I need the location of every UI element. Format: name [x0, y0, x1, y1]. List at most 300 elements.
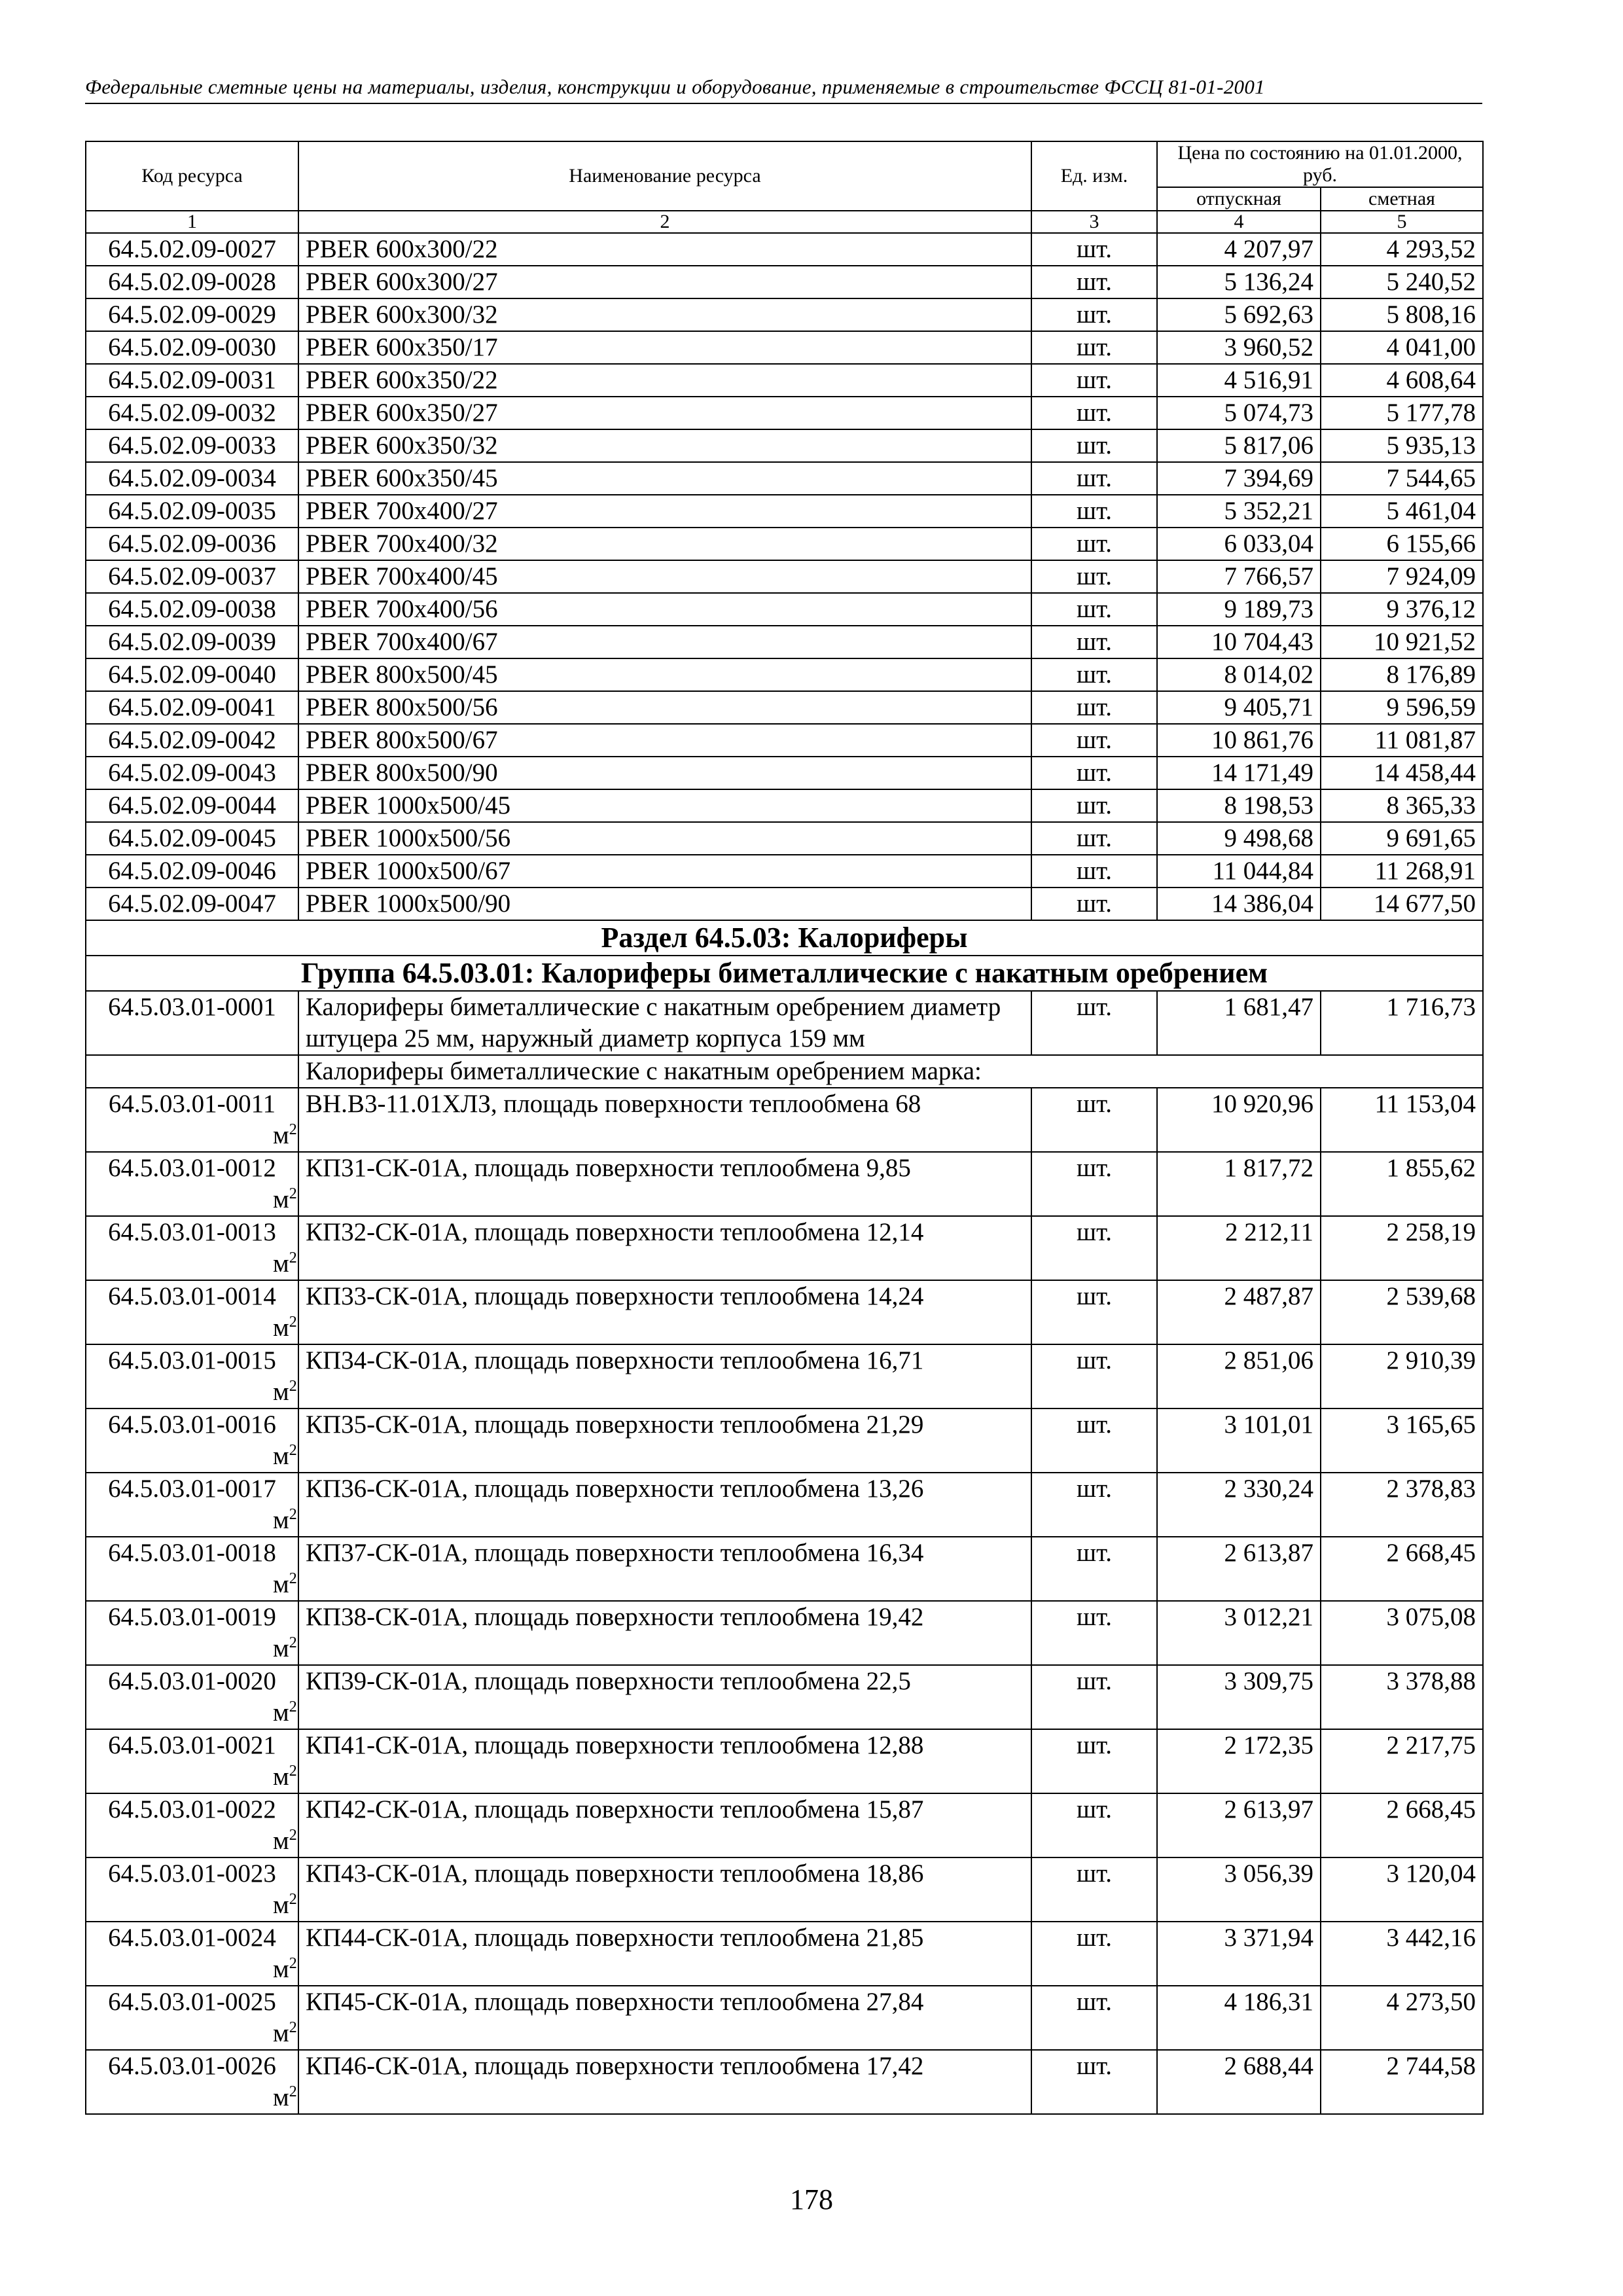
resource-name-text: ВН.В3-11.01ХЛЗ, площадь поверхности теплообмена 68: [306, 1090, 921, 1118]
resource-unit: шт.: [1031, 822, 1157, 855]
resource-unit: шт.: [1031, 855, 1157, 888]
resource-name: PBER 1000x500/67: [298, 855, 1031, 888]
resource-name: PBER 1000x500/45: [298, 789, 1031, 822]
area-unit-exponent: 2: [289, 1827, 297, 1844]
resource-unit: шт.: [1031, 560, 1157, 593]
resource-unit: шт.: [1031, 495, 1157, 528]
page-number: 178: [790, 2183, 833, 2215]
resource-unit: шт.: [1031, 1088, 1157, 1152]
resource-code: 64.5.02.09-0039: [86, 626, 298, 658]
resource-code: 64.5.02.09-0036: [86, 528, 298, 560]
resource-name: PBER 600x350/45: [298, 462, 1031, 495]
release-price: 2 688,44: [1157, 2050, 1321, 2114]
resource-unit: шт.: [1031, 593, 1157, 626]
section-title-row: [86, 920, 1483, 956]
resource-name: PBER 800x500/67: [298, 724, 1031, 757]
estimate-price: 10 921,52: [1321, 626, 1483, 658]
column-header-release-price: отпускная: [1157, 187, 1321, 211]
estimate-price: 5 177,78: [1321, 397, 1483, 429]
area-unit-exponent: 2: [289, 2083, 297, 2100]
resource-name: [273, 1857, 1031, 1922]
estimate-price: 7 544,65: [1321, 462, 1483, 495]
resource-code: 64.5.02.09-0030: [86, 331, 298, 364]
estimate-price: 2 217,75: [1321, 1729, 1483, 1793]
resource-name: PBER 600x350/17: [298, 331, 1031, 364]
resource-name: [273, 2050, 1031, 2114]
table-row: [86, 233, 1483, 266]
resource-name-text: КП38-СК-01А, площадь поверхности теплообмена 19,42: [306, 1603, 924, 1631]
table-row: [86, 1408, 1483, 1473]
release-price: 5 352,21: [1157, 495, 1321, 528]
estimate-price: 11 081,87: [1321, 724, 1483, 757]
resource-name-text: КП34-СК-01А, площадь поверхности теплообмена 16,71: [306, 1346, 924, 1374]
column-header-name: Наименование ресурса: [298, 141, 1031, 211]
area-unit-exponent: 2: [289, 1634, 297, 1651]
resource-unit: шт.: [1031, 298, 1157, 331]
table-row: [86, 1793, 1483, 1857]
table-row: [86, 593, 1483, 626]
estimate-price: 5 461,04: [1321, 495, 1483, 528]
resource-name: PBER 800x500/56: [298, 691, 1031, 724]
resource-code: 64.5.03.01-0018: [86, 1537, 298, 1601]
resource-name: [273, 1665, 1031, 1729]
resource-code: 64.5.02.09-0032: [86, 397, 298, 429]
area-unit-exponent: 2: [289, 1570, 297, 1587]
resource-name: PBER 1000x500/90: [298, 888, 1031, 920]
release-price: 9 498,68: [1157, 822, 1321, 855]
area-unit: м: [273, 1121, 289, 1149]
table-row: [86, 1280, 1483, 1344]
resource-name: [273, 1408, 1031, 1473]
resource-name-text: КП41-СК-01А, площадь поверхности теплообмена 12,88: [306, 1731, 924, 1759]
resource-code: 64.5.02.09-0038: [86, 593, 298, 626]
release-price: 10 704,43: [1157, 626, 1321, 658]
resource-name-text: КП39-СК-01А, площадь поверхности теплообмена 22,5: [306, 1667, 911, 1695]
release-price: 4 516,91: [1157, 364, 1321, 397]
release-price: 2 613,87: [1157, 1537, 1321, 1601]
column-number: 1: [86, 211, 298, 233]
table-row: [86, 658, 1483, 691]
resource-unit: шт.: [1031, 233, 1157, 266]
estimate-price: 3 120,04: [1321, 1857, 1483, 1922]
resource-name-text: КП33-СК-01А, площадь поверхности теплообмена 14,24: [306, 1282, 924, 1310]
estimate-price: 1 716,73: [1321, 991, 1483, 1055]
estimate-price: 7 924,09: [1321, 560, 1483, 593]
column-number: 2: [298, 211, 1031, 233]
area-unit: м: [273, 1634, 289, 1662]
resource-name: PBER 600x300/22: [298, 233, 1031, 266]
resource-name-text: КП43-СК-01А, площадь поверхности теплообмена 18,86: [306, 1859, 924, 1888]
release-price: 10 861,76: [1157, 724, 1321, 757]
resource-unit: шт.: [1031, 1280, 1157, 1344]
resource-unit: шт.: [1031, 1601, 1157, 1665]
resource-code: 64.5.03.01-0026: [86, 2050, 298, 2114]
release-price: 3 101,01: [1157, 1408, 1321, 1473]
area-unit: м: [273, 1827, 289, 1855]
resource-name-text: КП42-СК-01А, площадь поверхности теплообмена 15,87: [306, 1795, 924, 1823]
area-unit: м: [273, 1249, 289, 1278]
resource-code: 64.5.03.01-0017: [86, 1473, 298, 1537]
table-row: [86, 991, 1483, 1055]
area-unit-exponent: 2: [289, 2019, 297, 2036]
resource-unit: шт.: [1031, 1793, 1157, 1857]
resource-code: 64.5.02.09-0046: [86, 855, 298, 888]
resource-code: 64.5.02.09-0045: [86, 822, 298, 855]
area-unit: м: [273, 1506, 289, 1534]
resource-name-text: КП32-СК-01А, площадь поверхности теплообмена 12,14: [306, 1218, 924, 1246]
resource-unit: шт.: [1031, 1473, 1157, 1537]
estimate-price: 4 273,50: [1321, 1986, 1483, 2050]
area-unit: м: [273, 1763, 289, 1791]
release-price: 1 681,47: [1157, 991, 1321, 1055]
release-price: 7 766,57: [1157, 560, 1321, 593]
release-price: 9 405,71: [1157, 691, 1321, 724]
resource-name: PBER 600x300/32: [298, 298, 1031, 331]
resource-unit: шт.: [1031, 1665, 1157, 1729]
resource-code: 64.5.02.09-0029: [86, 298, 298, 331]
resource-name: [273, 1216, 1031, 1280]
resource-code: 64.5.03.01-0021: [86, 1729, 298, 1793]
estimate-price: 6 155,66: [1321, 528, 1483, 560]
table-row: [86, 331, 1483, 364]
area-unit-exponent: 2: [289, 1698, 297, 1715]
resource-code: 64.5.03.01-0012: [86, 1152, 298, 1216]
release-price: 5 817,06: [1157, 429, 1321, 462]
estimate-price: 4 608,64: [1321, 364, 1483, 397]
release-price: 8 198,53: [1157, 789, 1321, 822]
table-row: [86, 2050, 1483, 2114]
table-row: [86, 560, 1483, 593]
table-row: [86, 429, 1483, 462]
resource-name: PBER 600x350/22: [298, 364, 1031, 397]
estimate-price: 14 458,44: [1321, 757, 1483, 789]
resource-code: 64.5.03.01-0025: [86, 1986, 298, 2050]
table-row: [86, 1857, 1483, 1922]
table-row: [86, 462, 1483, 495]
subgroup-note: Калориферы биметаллические с накатным оребрением марка:: [298, 1055, 1483, 1088]
resource-code: 64.5.02.09-0034: [86, 462, 298, 495]
release-price: 14 171,49: [1157, 757, 1321, 789]
table-row: [86, 397, 1483, 429]
resource-code: 64.5.03.01-0020: [86, 1665, 298, 1729]
estimate-price: 2 258,19: [1321, 1216, 1483, 1280]
resource-name: PBER 600x300/27: [298, 266, 1031, 298]
resource-name: PBER 700x400/32: [298, 528, 1031, 560]
resource-name-text: КП31-СК-01А, площадь поверхности теплообмена 9,85: [306, 1154, 911, 1182]
resource-code: 64.5.02.09-0042: [86, 724, 298, 757]
release-price: 9 189,73: [1157, 593, 1321, 626]
resource-name: [273, 1152, 1031, 1216]
table-row: [86, 528, 1483, 560]
resource-unit: шт.: [1031, 397, 1157, 429]
resource-unit: шт.: [1031, 1986, 1157, 2050]
estimate-price: 9 596,59: [1321, 691, 1483, 724]
resource-code: 64.5.03.01-0023: [86, 1857, 298, 1922]
area-unit: м: [273, 1955, 289, 1983]
resource-name: PBER 800x500/90: [298, 757, 1031, 789]
estimate-price: 2 539,68: [1321, 1280, 1483, 1344]
estimate-price: 2 910,39: [1321, 1344, 1483, 1408]
resource-unit: шт.: [1031, 1152, 1157, 1216]
area-unit-exponent: 2: [289, 1378, 297, 1395]
resource-name: PBER 700x400/56: [298, 593, 1031, 626]
resource-name-text: КП45-СК-01А, площадь поверхности теплообмена 27,84: [306, 1988, 924, 2016]
resource-unit: шт.: [1031, 757, 1157, 789]
release-price: 2 330,24: [1157, 1473, 1321, 1537]
resource-code: 64.5.02.09-0041: [86, 691, 298, 724]
resource-name: [273, 1088, 1031, 1152]
area-unit: м: [273, 2083, 289, 2111]
subgroup-note-row: [86, 1055, 1483, 1088]
area-unit-exponent: 2: [289, 1185, 297, 1202]
area-unit: м: [273, 1314, 289, 1342]
table-row: [86, 888, 1483, 920]
resource-unit: шт.: [1031, 1344, 1157, 1408]
resource-code: 64.5.03.01-0016: [86, 1408, 298, 1473]
area-unit: м: [273, 1570, 289, 1598]
resource-unit: шт.: [1031, 331, 1157, 364]
resource-unit: шт.: [1031, 626, 1157, 658]
area-unit: м: [273, 1442, 289, 1470]
area-unit: м: [273, 1378, 289, 1406]
resource-unit: шт.: [1031, 1729, 1157, 1793]
resource-code: 64.5.02.09-0047: [86, 888, 298, 920]
release-price: 7 394,69: [1157, 462, 1321, 495]
area-unit-exponent: 2: [289, 1506, 297, 1523]
table-row: [86, 1986, 1483, 2050]
estimate-price: 14 677,50: [1321, 888, 1483, 920]
estimate-price: 3 165,65: [1321, 1408, 1483, 1473]
estimate-price: 5 240,52: [1321, 266, 1483, 298]
estimate-price: 3 075,08: [1321, 1601, 1483, 1665]
estimate-price: 9 376,12: [1321, 593, 1483, 626]
price-table-body: [86, 141, 1483, 2114]
table-row: [86, 298, 1483, 331]
resource-name: PBER 700x400/27: [298, 495, 1031, 528]
estimate-price: 4 293,52: [1321, 233, 1483, 266]
estimate-price: 3 442,16: [1321, 1922, 1483, 1986]
resource-unit: шт.: [1031, 1922, 1157, 1986]
resource-name: PBER 1000x500/56: [298, 822, 1031, 855]
resource-code: 64.5.02.09-0031: [86, 364, 298, 397]
empty-cell: [86, 1055, 298, 1088]
estimate-price: 11 268,91: [1321, 855, 1483, 888]
release-price: 10 920,96: [1157, 1088, 1321, 1152]
release-price: 3 012,21: [1157, 1601, 1321, 1665]
estimate-price: 2 378,83: [1321, 1473, 1483, 1537]
resource-name-text: КП46-СК-01А, площадь поверхности теплообмена 17,42: [306, 2052, 924, 2080]
release-price: 8 014,02: [1157, 658, 1321, 691]
estimate-price: 3 378,88: [1321, 1665, 1483, 1729]
resource-code: 64.5.02.09-0035: [86, 495, 298, 528]
release-price: 2 212,11: [1157, 1216, 1321, 1280]
column-number: 4: [1157, 211, 1321, 233]
resource-unit: шт.: [1031, 364, 1157, 397]
resource-unit: шт.: [1031, 528, 1157, 560]
estimate-price: 2 668,45: [1321, 1537, 1483, 1601]
area-unit-exponent: 2: [289, 1121, 297, 1138]
resource-unit: шт.: [1031, 658, 1157, 691]
release-price: 2 851,06: [1157, 1344, 1321, 1408]
table-row: [86, 691, 1483, 724]
table-row: [86, 1473, 1483, 1537]
resource-code: 64.5.02.09-0027: [86, 233, 298, 266]
release-price: 3 371,94: [1157, 1922, 1321, 1986]
estimate-price: 8 365,33: [1321, 789, 1483, 822]
release-price: 4 186,31: [1157, 1986, 1321, 2050]
resource-name: PBER 700x400/45: [298, 560, 1031, 593]
column-number-row: [86, 211, 1483, 233]
resource-unit: шт.: [1031, 429, 1157, 462]
resource-name: [273, 1344, 1031, 1408]
table-row: [86, 1922, 1483, 1986]
release-price: 1 817,72: [1157, 1152, 1321, 1216]
resource-name: [273, 1922, 1031, 1986]
estimate-price: 4 041,00: [1321, 331, 1483, 364]
estimate-price: 5 935,13: [1321, 429, 1483, 462]
resource-code: 64.5.03.01-0015: [86, 1344, 298, 1408]
resource-unit: шт.: [1031, 789, 1157, 822]
resource-unit: шт.: [1031, 888, 1157, 920]
area-unit-exponent: 2: [289, 1314, 297, 1331]
resource-name: PBER 800x500/45: [298, 658, 1031, 691]
resource-code: 64.5.02.09-0033: [86, 429, 298, 462]
resource-name: [273, 1986, 1031, 2050]
price-table: [85, 141, 1484, 2115]
release-price: 3 056,39: [1157, 1857, 1321, 1922]
group-title-row: [86, 956, 1483, 991]
area-unit-exponent: 2: [289, 1763, 297, 1780]
running-header: Федеральные сметные цены на материалы, изделия, конструкции и оборудование, применяемые в строительстве ФССЦ 81-01-2001: [85, 75, 1482, 104]
resource-unit: шт.: [1031, 991, 1157, 1055]
estimate-price: 11 153,04: [1321, 1088, 1483, 1152]
resource-unit: шт.: [1031, 1537, 1157, 1601]
resource-code: 64.5.02.09-0037: [86, 560, 298, 593]
table-row: [86, 1537, 1483, 1601]
table-row: [86, 364, 1483, 397]
resource-name-text: КП37-СК-01А, площадь поверхности теплообмена 16,34: [306, 1539, 924, 1567]
resource-code: 64.5.03.01-0024: [86, 1922, 298, 1986]
release-price: 4 207,97: [1157, 233, 1321, 266]
resource-unit: шт.: [1031, 1408, 1157, 1473]
resource-name: [273, 1601, 1031, 1665]
table-row: [86, 1152, 1483, 1216]
resource-code: 64.5.03.01-0019: [86, 1601, 298, 1665]
resource-unit: шт.: [1031, 462, 1157, 495]
resource-code: 64.5.03.01-0001: [86, 991, 298, 1055]
resource-name: PBER 700x400/67: [298, 626, 1031, 658]
estimate-price: 1 855,62: [1321, 1152, 1483, 1216]
resource-code: 64.5.02.09-0043: [86, 757, 298, 789]
table-row: [86, 1601, 1483, 1665]
resource-name-text: КП44-СК-01А, площадь поверхности теплообмена 21,85: [306, 1924, 924, 1952]
resource-unit: шт.: [1031, 1857, 1157, 1922]
release-price: 2 613,97: [1157, 1793, 1321, 1857]
table-row: [86, 495, 1483, 528]
estimate-price: 2 668,45: [1321, 1793, 1483, 1857]
release-price: 3 960,52: [1157, 331, 1321, 364]
resource-code: 64.5.03.01-0014: [86, 1280, 298, 1344]
release-price: 14 386,04: [1157, 888, 1321, 920]
table-row: [86, 1729, 1483, 1793]
area-unit-exponent: 2: [289, 1955, 297, 1972]
resource-unit: шт.: [1031, 691, 1157, 724]
table-row: [86, 266, 1483, 298]
resource-name: [273, 1537, 1031, 1601]
resource-name: [273, 1793, 1031, 1857]
resource-unit: шт.: [1031, 2050, 1157, 2114]
table-row: [86, 822, 1483, 855]
resource-name: [273, 1280, 1031, 1344]
estimate-price: 5 808,16: [1321, 298, 1483, 331]
release-price: 6 033,04: [1157, 528, 1321, 560]
resource-code: 64.5.02.09-0028: [86, 266, 298, 298]
column-header-code: Код ресурса: [86, 141, 298, 211]
column-number: 3: [1031, 211, 1157, 233]
column-header-unit: Ед. изм.: [1031, 141, 1157, 211]
area-unit-exponent: 2: [289, 1442, 297, 1459]
release-price: 5 074,73: [1157, 397, 1321, 429]
column-number: 5: [1321, 211, 1483, 233]
area-unit: м: [273, 2019, 289, 2047]
resource-unit: шт.: [1031, 1216, 1157, 1280]
release-price: 2 487,87: [1157, 1280, 1321, 1344]
table-row: [86, 757, 1483, 789]
area-unit-exponent: 2: [289, 1891, 297, 1908]
estimate-price: 2 744,58: [1321, 2050, 1483, 2114]
release-price: 3 309,75: [1157, 1665, 1321, 1729]
resource-code: 64.5.02.09-0044: [86, 789, 298, 822]
resource-code: 64.5.03.01-0011: [86, 1088, 298, 1152]
area-unit: м: [273, 1891, 289, 1919]
section-title: Раздел 64.5.03: Калориферы: [86, 920, 1483, 956]
group-title: Группа 64.5.03.01: Калориферы биметаллические с накатным оребрением: [86, 956, 1483, 991]
resource-name: [273, 1473, 1031, 1537]
table-row: [86, 1665, 1483, 1729]
resource-name: PBER 600x350/32: [298, 429, 1031, 462]
release-price: 11 044,84: [1157, 855, 1321, 888]
table-row: [86, 1216, 1483, 1280]
release-price: 5 692,63: [1157, 298, 1321, 331]
table-row: [86, 626, 1483, 658]
resource-name: PBER 600x350/27: [298, 397, 1031, 429]
resource-unit: шт.: [1031, 266, 1157, 298]
estimate-price: 9 691,65: [1321, 822, 1483, 855]
area-unit: м: [273, 1185, 289, 1213]
area-unit-exponent: 2: [289, 1249, 297, 1266]
table-row: [86, 724, 1483, 757]
resource-unit: шт.: [1031, 724, 1157, 757]
table-row: [86, 1088, 1483, 1152]
table-row: [86, 789, 1483, 822]
resource-code: 64.5.03.01-0013: [86, 1216, 298, 1280]
table-row: [86, 1344, 1483, 1408]
estimate-price: 8 176,89: [1321, 658, 1483, 691]
resource-name-text: КП36-СК-01А, площадь поверхности теплообмена 13,26: [306, 1475, 924, 1503]
release-price: 2 172,35: [1157, 1729, 1321, 1793]
area-unit: м: [273, 1698, 289, 1727]
resource-name-text: КП35-СК-01А, площадь поверхности теплообмена 21,29: [306, 1410, 924, 1439]
resource-name: [273, 1729, 1031, 1793]
column-header-price: Цена по состоянию на 01.01.2000, руб.: [1157, 141, 1483, 187]
resource-code: 64.5.03.01-0022: [86, 1793, 298, 1857]
resource-code: 64.5.02.09-0040: [86, 658, 298, 691]
column-header-estimate-price: сметная: [1321, 187, 1483, 211]
release-price: 5 136,24: [1157, 266, 1321, 298]
table-row: [86, 855, 1483, 888]
resource-name: Калориферы биметаллические с накатным оребрением диаметр штуцера 25 мм, наружный диаметр корпуса 159 мм: [298, 991, 1031, 1055]
table-header-row: [86, 141, 1483, 187]
